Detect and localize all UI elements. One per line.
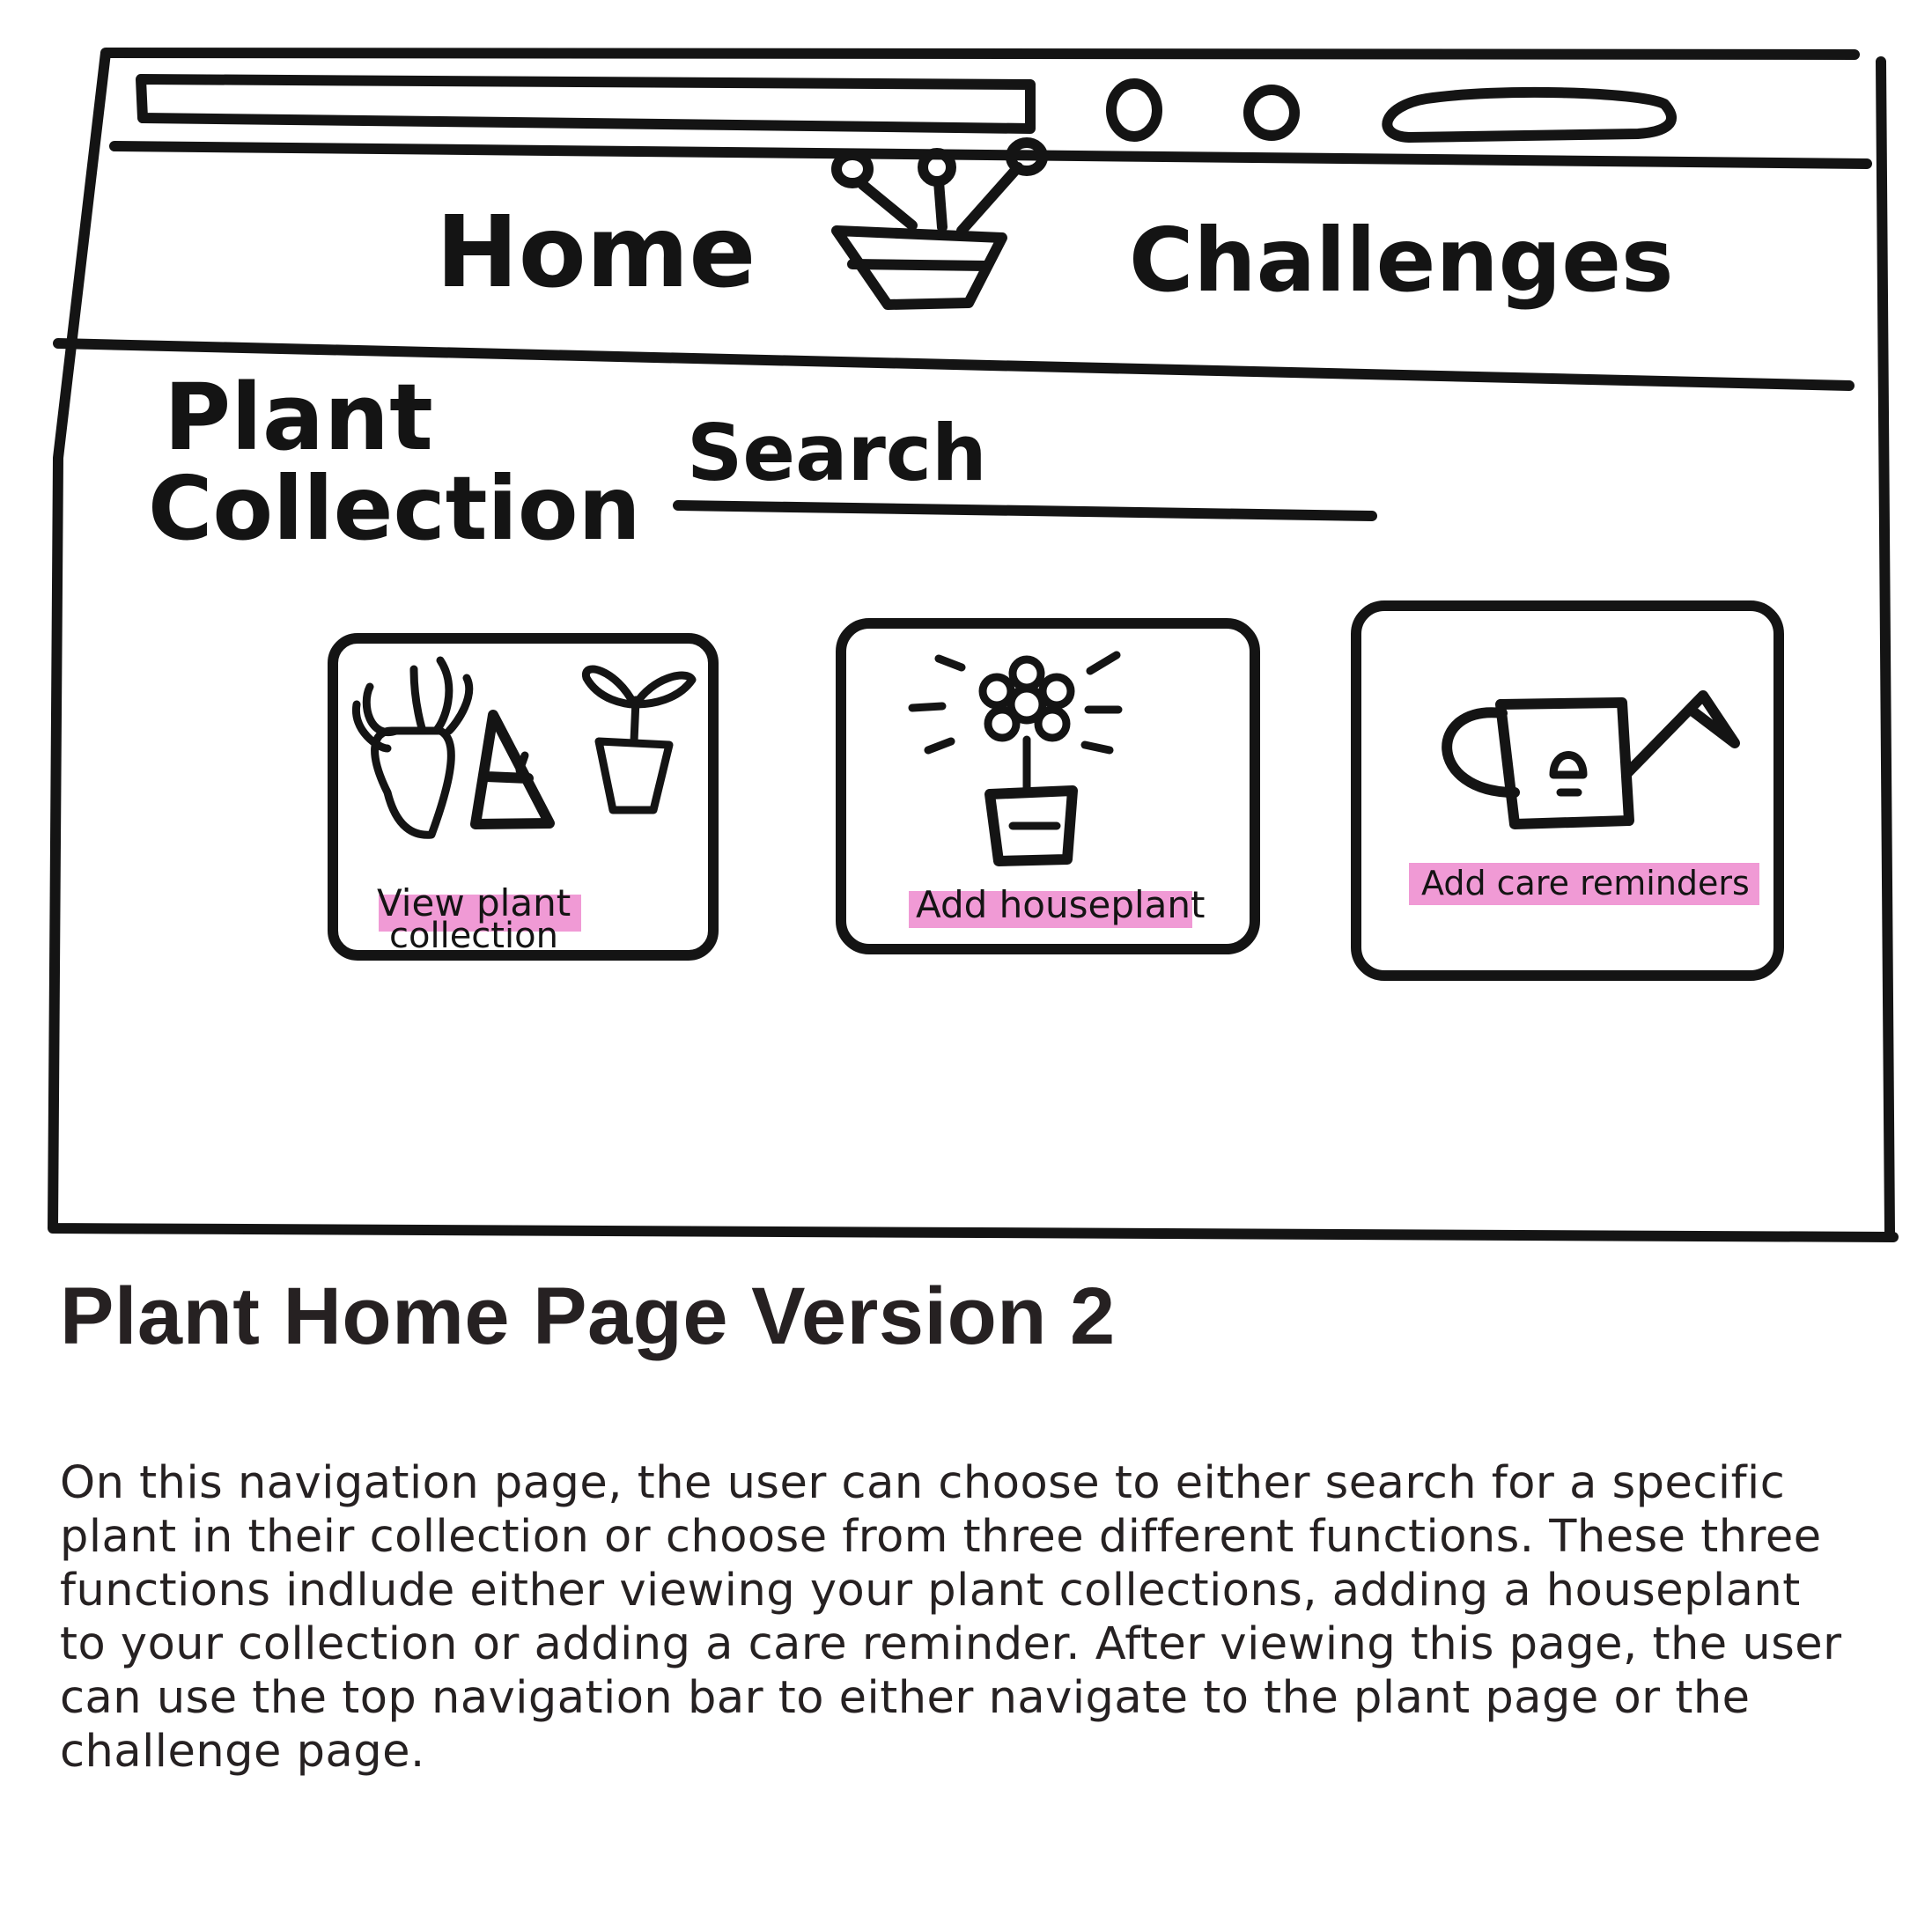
tile-label-line1: View plant	[377, 881, 571, 924]
watering-can-icon	[1447, 696, 1735, 824]
plant-collection-heading-line2: Collection	[148, 457, 641, 560]
browser-pill-button	[1387, 92, 1671, 137]
plant-logo-icon	[837, 143, 1043, 305]
search-input[interactable]	[678, 408, 1372, 516]
search-underline	[678, 505, 1372, 516]
nav-challenges[interactable]: Challenges	[1129, 209, 1674, 312]
caption-body: On this navigation page, the user can choose to either search for a specific plant in their collection or choose from three different functions. These three functions indlude either viewing your plant collections, adding a houseplant to your collection or adding a care reminder. After viewing this page, the user can use the top navigation bar to either navigate to the plant page or the challenge page.	[60, 1457, 1842, 1779]
search-label: Search	[687, 408, 987, 498]
tile-label-line2: collection	[389, 916, 558, 956]
browser-dot-icon	[1249, 90, 1294, 136]
plant-collection-heading-line1: Plant	[164, 364, 433, 471]
tile-label: Add care reminders	[1421, 864, 1750, 902]
caption	[60, 1272, 1874, 1779]
browser-chrome-divider	[114, 146, 1867, 164]
plants-collection-icon	[356, 660, 692, 835]
top-nav	[436, 143, 1674, 312]
browser-dot-icon	[1111, 84, 1157, 136]
nav-home[interactable]: Home	[436, 195, 756, 310]
caption-title: Plant Home Page Version 2	[60, 1271, 1116, 1361]
tile-view-plant-collection[interactable]	[333, 638, 713, 956]
tile-add-houseplant[interactable]	[841, 623, 1255, 949]
potted-flower-icon	[912, 655, 1118, 861]
tile-add-care-reminders[interactable]	[1356, 606, 1779, 976]
tile-label: Add houseplant	[916, 883, 1206, 926]
address-bar	[141, 79, 1030, 129]
